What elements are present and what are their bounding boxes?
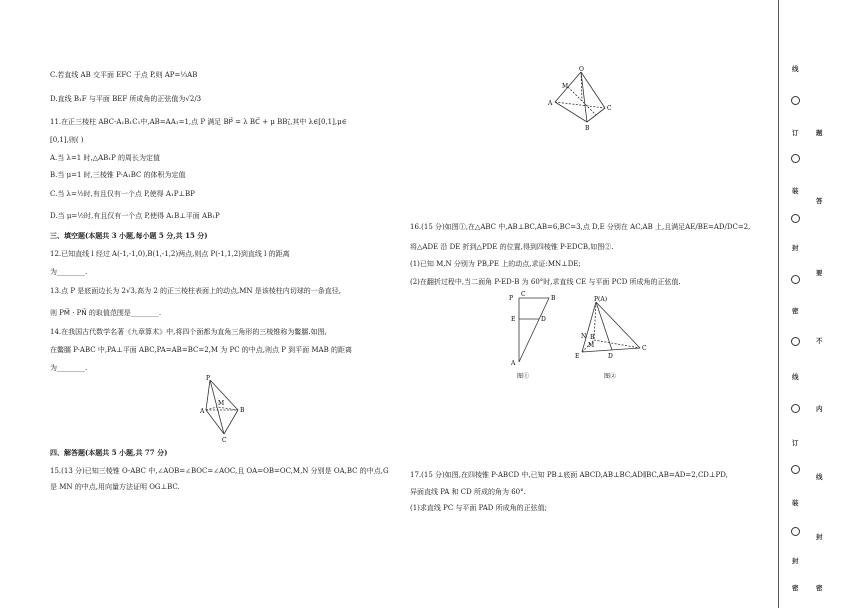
fig2-caption: 图②: [604, 373, 617, 380]
folding-figure-2: [572, 292, 652, 382]
fig2-label-m: M: [588, 342, 595, 349]
section-4-title: 四、解答题(本题共 5 小题,共 77 分): [50, 448, 168, 457]
q10-option-d: D.直线 B₁F 与平面 BEF 所成角的正弦值为√2/3: [50, 95, 202, 103]
section-3-title: 三、填空题(本题共 3 小题,每小题 5 分,共 15 分): [50, 231, 208, 240]
q16-part-1: (1)已知 M,N 分别为 PB,PE 上的动点,求证:MN⊥DE;: [410, 260, 581, 268]
binding-warning-char: 要: [816, 269, 823, 277]
binding-hole: [791, 527, 800, 536]
fig1-label-e: E: [511, 316, 516, 323]
fig1-label-c: C: [521, 291, 526, 298]
binding-warning-char: 题: [816, 129, 823, 137]
q12-answer-line: 为________.: [50, 268, 88, 276]
binding-hole: [791, 154, 800, 163]
q13-stem: 13.点 P 是底面边长为 2√3,高为 2 的正三棱柱表面上的动点,MN 是该棱柱内切球的一条直径,: [50, 287, 341, 295]
binding-char: 订: [792, 439, 799, 447]
fig1-label-d: D: [541, 316, 546, 323]
bienao-label-m: M: [218, 400, 225, 407]
binding-hole: [791, 96, 800, 105]
q17-stem-cont: 异面直线 PA 和 CD 所成的角为 60°.: [410, 488, 526, 496]
binding-hole: [791, 337, 800, 346]
binding-hole: [791, 465, 800, 474]
q11-stem-cont: [0,1],则( ): [50, 136, 84, 144]
q11-stem: 11.在正三棱柱 ABC-A₁B₁C₁中,AB=AA₁=1,点 P 满足 BP⃗ = λ BC⃗ + μ BB₁⃗,其中 λ∈[0,1],μ∈: [50, 118, 347, 126]
binding-warning-char: 答: [816, 197, 823, 205]
binding-warning-char: 内: [816, 405, 823, 413]
q12-stem: 12.已知直线 l 经过 A(-1,-1,0),B(1,-1,2)两点,则点 P(-1,1,2)到直线 l 的距离: [50, 250, 290, 258]
fig2-label-pa: P(A): [594, 296, 608, 303]
fig2-label-d: D: [608, 353, 613, 360]
binding-hole: [791, 404, 800, 413]
fig1-caption: 图①: [517, 373, 530, 380]
fig1-label-a: A: [511, 360, 516, 367]
binding-warning-char: 密: [816, 584, 823, 592]
q11-option-a: A.当 λ=1 时,△AB₁P 的周长为定值: [50, 154, 161, 162]
fig1-label-p: P: [509, 295, 514, 302]
binding-char: 装: [792, 187, 799, 195]
fig2-label-e: E: [575, 353, 580, 360]
q11-option-d: D.当 μ=½时,有且仅有一个点 P,使得 A₁B⊥平面 AB₁P: [50, 212, 220, 220]
q14-stem-cont: 在鳖臑 P-ABC 中,PA⊥平面 ABC,PA=AB=BC=2,M 为 PC 的中点,则点 P 到平面 MAB 的距离: [50, 346, 352, 354]
q13-stem-cont: 则 PM⃗ · PN⃗ 的取值范围是________.: [50, 309, 162, 317]
binding-warning-char: 封: [816, 533, 823, 541]
binding-char: 密: [792, 584, 799, 592]
bienao-label-c: C: [222, 437, 227, 444]
q14-answer-line: 为________.: [50, 364, 88, 372]
q15-stem-cont: 是 MN 的中点,用向量方法证明 OG⊥BC.: [50, 483, 180, 491]
tetra-label-o: O: [579, 66, 584, 73]
fig2-label-n: N: [581, 333, 587, 340]
q15-stem: 15.(13 分)已知三棱锥 O-ABC 中,∠AOB=∠BOC=∠AOC,且 OA=OB=OC,M,N 分别是 OA,BC 的中点,G: [50, 467, 389, 475]
binding-warning-char: 不: [816, 337, 823, 345]
binding-line: [778, 0, 779, 608]
bienao-label-p: P: [206, 375, 211, 382]
q10-option-c: C.若直线 AB 交平面 EFC 于点 P,则 AP=⅓AB: [50, 71, 198, 79]
fig2-label-b: B: [590, 334, 595, 341]
tetra-label-a: A: [548, 100, 553, 107]
binding-hole: [791, 275, 800, 284]
q17-stem: 17.(15 分)如图,在四棱锥 P-ABCD 中,已知 PB⊥底面 ABCD,AB⊥BC,AD∥BC,AB=AD=2,CD⊥PD,: [410, 471, 728, 479]
q14-stem: 14.在我国古代数学名著《九章算术》中,将四个面都为直角三角形的三棱锥称为鳖臑.如图,: [50, 328, 327, 336]
q16-part-2: (2)在翻折过程中,当二面角 P-ED-B 为 60°时,求直线 CE 与平面 PCD 所成角的正弦值.: [410, 278, 681, 286]
binding-hole: [791, 214, 800, 223]
binding-char: 订: [792, 129, 799, 137]
bienao-label-a: A: [200, 408, 205, 415]
binding-char: 装: [792, 499, 799, 507]
binding-char: 封: [792, 244, 799, 252]
tetra-label-b: B: [585, 125, 590, 132]
bienao-label-b: B: [240, 407, 245, 414]
tetra-label-c: C: [607, 105, 612, 112]
q17-part-1: (1)求直线 PC 与平面 PAD 所成角的正弦值;: [410, 504, 547, 512]
binding-warning-char: 线: [816, 473, 823, 481]
binding-char: 线: [792, 65, 799, 73]
binding-char: 密: [792, 307, 799, 315]
q16-stem-cont: 将△ADE 沿 DE 折到△PDE 的位置,得到四棱锥 P-EDCB,如图②.: [410, 243, 614, 251]
tetrahedron-figure: [545, 64, 620, 134]
q11-option-b: B.当 μ=1 时,三棱锥 P-A₁BC 的体积为定值: [50, 171, 186, 179]
q16-stem: 16.(15 分)如图①,在△ABC 中,AB⊥BC,AB=6,BC=3,点 D,E 分别在 AC,AB 上,且满足AE/BE=AD/DC=2,: [410, 223, 751, 231]
folding-figure-1: [505, 290, 565, 382]
binding-char: 封: [792, 557, 799, 565]
fig1-label-b: B: [551, 295, 556, 302]
fig2-label-c: C: [642, 345, 647, 352]
bienao-figure: [198, 372, 254, 444]
tetra-label-m: M: [562, 83, 569, 90]
binding-char: 线: [792, 373, 799, 381]
q11-option-c: C.当 λ=½时,有且仅有一个点 P,使得 A₁P⊥BP: [50, 190, 195, 198]
